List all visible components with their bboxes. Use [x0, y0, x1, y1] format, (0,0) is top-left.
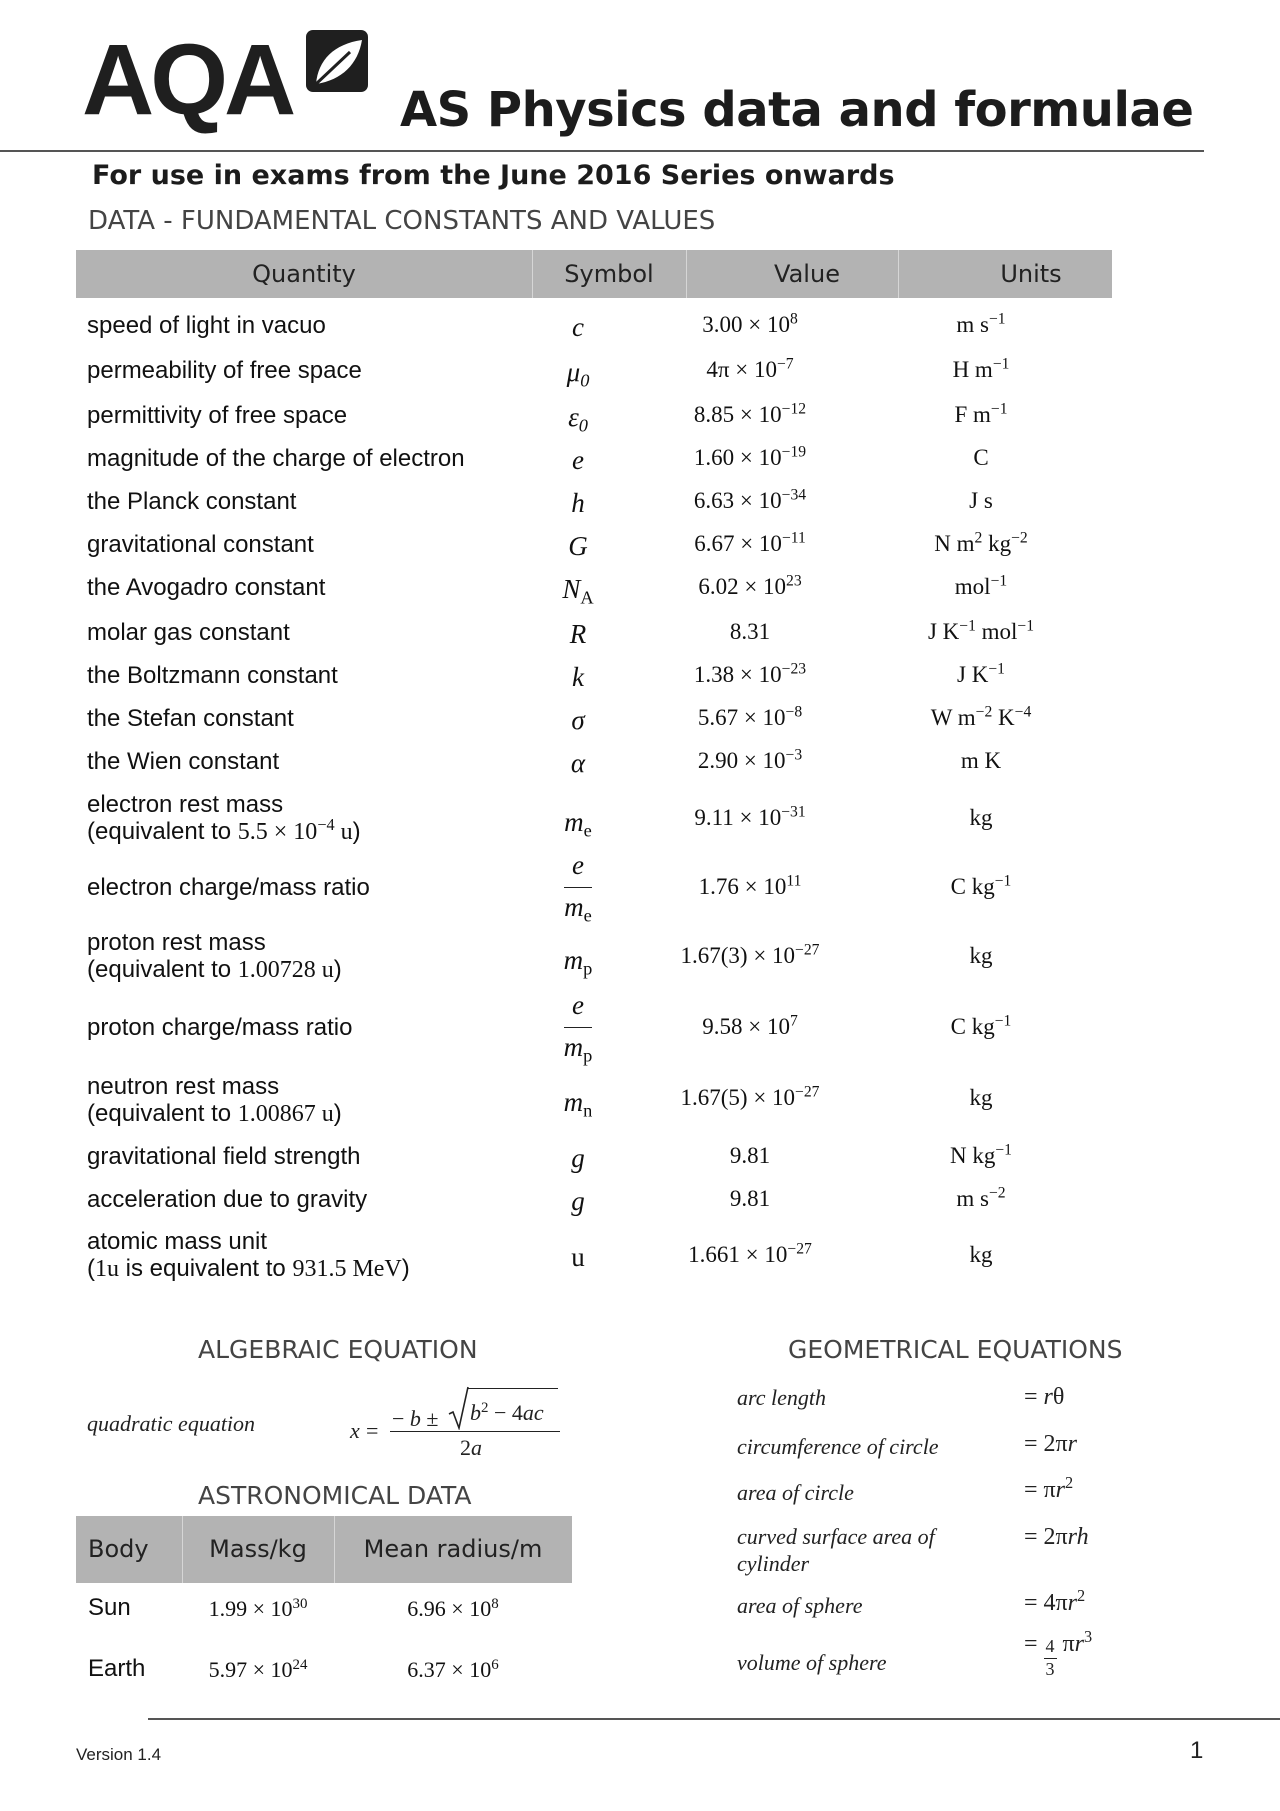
geometry-equation: = 2πr: [1024, 1431, 1077, 1457]
symbol: R: [569, 619, 587, 649]
section-heading-astronomical: ASTRONOMICAL DATA: [198, 1481, 472, 1510]
units: m K: [960, 748, 1002, 773]
aqa-logo: AQA: [82, 24, 293, 136]
value: $6.02 \times 10^{23}$: [698, 572, 802, 599]
quantity-equivalent: (equivalent to 1.00728 u): [87, 956, 342, 983]
document-subtitle: For use in exams from the June 2016 Series onwards: [92, 160, 895, 191]
body-radius: $6.96 \times 10^8$: [407, 1595, 499, 1621]
units: J $K^{-1}$: [957, 660, 1005, 687]
value: 8.31: [729, 619, 771, 644]
leaf-logo-icon: [306, 30, 368, 92]
symbol: α: [570, 748, 586, 778]
quantity-name: acceleration due to gravity: [87, 1186, 368, 1213]
symbol: σ: [571, 705, 585, 735]
symbol: $N_A$: [562, 574, 594, 608]
geometry-label: area of circle: [737, 1480, 854, 1505]
column-header-value: Value: [774, 260, 840, 288]
geometry-label: curved surface area of cylinder: [737, 1524, 935, 1576]
body-name: Earth: [88, 1655, 146, 1682]
table-row: [76, 1655, 572, 1695]
quantity-name: permeability of free space: [87, 357, 362, 384]
units: C $kg^{-1}$: [950, 872, 1012, 899]
astronomical-table-header: [76, 1516, 572, 1583]
symbol: $\mu_0$: [566, 357, 590, 391]
units: C: [973, 445, 989, 470]
units: F $m^{-1}$: [954, 400, 1008, 427]
quantity-name: gravitational constant: [87, 531, 314, 558]
symbol: $m_n$: [563, 1087, 593, 1121]
symbol: c: [572, 312, 584, 342]
value: $6.63 \times 10^{-34}$: [693, 486, 807, 513]
value: $9.58 \times 10^7$: [702, 1012, 798, 1039]
symbol: u: [571, 1242, 585, 1272]
value: 9.81: [729, 1143, 771, 1168]
value: $1.76 \times 10^{11}$: [698, 872, 802, 899]
value: $5.67 \times 10^{-8}$: [697, 703, 803, 730]
units: J $K^{-1}$ mol$^{-1}$: [927, 617, 1035, 644]
footer-divider: [148, 1718, 1280, 1720]
value: $1.60 \times 10^{-19}$: [693, 443, 807, 470]
units: m $s^{-1}$: [956, 310, 1006, 337]
column-header-units: Units: [1000, 260, 1062, 288]
geometry-equation: = $4\pi r^2$: [1024, 1586, 1086, 1616]
quantity-name: electron charge/mass ratio: [87, 874, 370, 901]
quantity-name: electron rest mass: [87, 791, 284, 818]
quantity-name: proton rest mass: [87, 929, 266, 956]
quantity-name: atomic mass unit: [87, 1228, 268, 1255]
geometry-equation: = $\frac{4}{3}$ $\pi r^3$: [1024, 1626, 1093, 1679]
quantity-name: magnitude of the charge of electron: [87, 445, 465, 472]
quantity-name: speed of light in vacuo: [87, 312, 326, 339]
symbol: k: [572, 662, 584, 692]
column-header-quantity: Quantity: [252, 260, 356, 288]
units: J s: [969, 488, 993, 513]
section-heading-geometrical: GEOMETRICAL EQUATIONS: [788, 1335, 1123, 1364]
section-heading-data: DATA - FUNDAMENTAL CONSTANTS AND VALUES: [88, 206, 716, 236]
quadratic-formula: x = − b ± $b^2 - 4ac$ 2a: [350, 1380, 560, 1460]
geometry-equation: = 2πrh: [1024, 1524, 1089, 1550]
value: 9.81: [729, 1186, 771, 1211]
page-number: 1: [1190, 1737, 1204, 1764]
geometry-label: circumference of circle: [737, 1434, 939, 1459]
quantity-equivalent: (equivalent to $5.5 \times 10^{-4}$ u): [87, 815, 361, 845]
units: mol$^{-1}$: [954, 572, 1008, 599]
quantity-equivalent: (1u is equivalent to 931.5 MeV): [87, 1255, 410, 1282]
table-row: [76, 1594, 572, 1634]
quantity-name: the Wien constant: [87, 748, 280, 775]
symbol: $\varepsilon_0$: [568, 402, 588, 436]
value: $1.38 \times 10^{-23}$: [693, 660, 807, 687]
symbol: g: [571, 1186, 585, 1216]
body-name: Sun: [88, 1594, 131, 1621]
symbol: $m_e$: [564, 807, 592, 841]
version-label: Version 1.4: [76, 1745, 162, 1764]
body-mass: $1.99 \times 10^{30}$: [208, 1595, 308, 1621]
value: $6.67 \times 10^{-11}$: [694, 529, 806, 556]
units: kg: [969, 1085, 993, 1110]
symbol: e: [572, 445, 584, 475]
value: $8.85 \times 10^{-12}$: [693, 400, 807, 427]
quantity-name: neutron rest mass: [87, 1073, 280, 1100]
quadratic-equation-label: quadratic equation: [87, 1411, 256, 1436]
units: N $m^2$ $kg^{-2}$: [934, 529, 1028, 556]
units: kg: [969, 943, 993, 968]
geometry-label: arc length: [737, 1385, 826, 1410]
units: kg: [969, 1242, 993, 1267]
quantity-name: gravitational field strength: [87, 1143, 361, 1170]
quantity-name: proton charge/mass ratio: [87, 1014, 353, 1041]
units: W $m^{-2}$ $K^{-4}$: [930, 703, 1032, 730]
column-header-symbol: Symbol: [564, 260, 654, 288]
section-heading-algebraic: ALGEBRAIC EQUATION: [198, 1335, 478, 1364]
units: kg: [969, 805, 993, 830]
units: C $kg^{-1}$: [950, 1012, 1012, 1039]
quantity-name: molar gas constant: [87, 619, 290, 646]
column-header-radius: Mean radius/m: [363, 1535, 543, 1563]
value: $9.11 \times 10^{-31}$: [694, 803, 806, 830]
body-radius: $6.37 \times 10^6$: [407, 1656, 499, 1682]
geometry-equation: = rθ: [1024, 1384, 1065, 1410]
quantity-name: the Stefan constant: [87, 705, 294, 732]
constants-table-header: [76, 250, 1112, 298]
body-mass: $5.97 \times 10^{24}$: [208, 1656, 308, 1682]
value: $1.67(3) \times 10^{-27}$: [680, 941, 820, 968]
units: m $s^{-2}$: [956, 1184, 1006, 1211]
symbol: $\frac{e}{m_p}$: [563, 990, 593, 1066]
column-header-body: Body: [88, 1535, 149, 1563]
column-header-mass: Mass/kg: [209, 1535, 307, 1563]
quantity-name: the Boltzmann constant: [87, 662, 338, 689]
value: $2.90 \times 10^{-3}$: [697, 746, 803, 773]
units: N $kg^{-1}$: [950, 1141, 1012, 1168]
geometry-label: volume of sphere: [737, 1650, 887, 1675]
units: H $m^{-1}$: [952, 355, 1010, 382]
header-divider: [0, 150, 1204, 152]
document-title: AS Physics data and formulae: [400, 82, 1194, 138]
geometry-label: area of sphere: [737, 1593, 863, 1618]
symbol: h: [571, 488, 585, 518]
quantity-name: the Planck constant: [87, 488, 297, 515]
quantity-equivalent: (equivalent to 1.00867 u): [87, 1100, 342, 1127]
geometry-equation: = $\pi r^2$: [1024, 1473, 1074, 1503]
value: $1.661 \times 10^{-27}$: [688, 1240, 812, 1267]
quantity-name: the Avogadro constant: [87, 574, 326, 601]
value: $4\pi \times 10^{-7}$: [706, 355, 794, 382]
quantity-name: permittivity of free space: [87, 402, 348, 429]
symbol: $\frac{e}{m_e}$: [564, 850, 592, 926]
value: $1.67(5) \times 10^{-27}$: [680, 1083, 820, 1110]
symbol: G: [568, 531, 588, 561]
symbol: $m_p$: [563, 945, 593, 979]
value: $3.00 \times 10^8$: [702, 310, 798, 337]
symbol: g: [571, 1143, 585, 1173]
